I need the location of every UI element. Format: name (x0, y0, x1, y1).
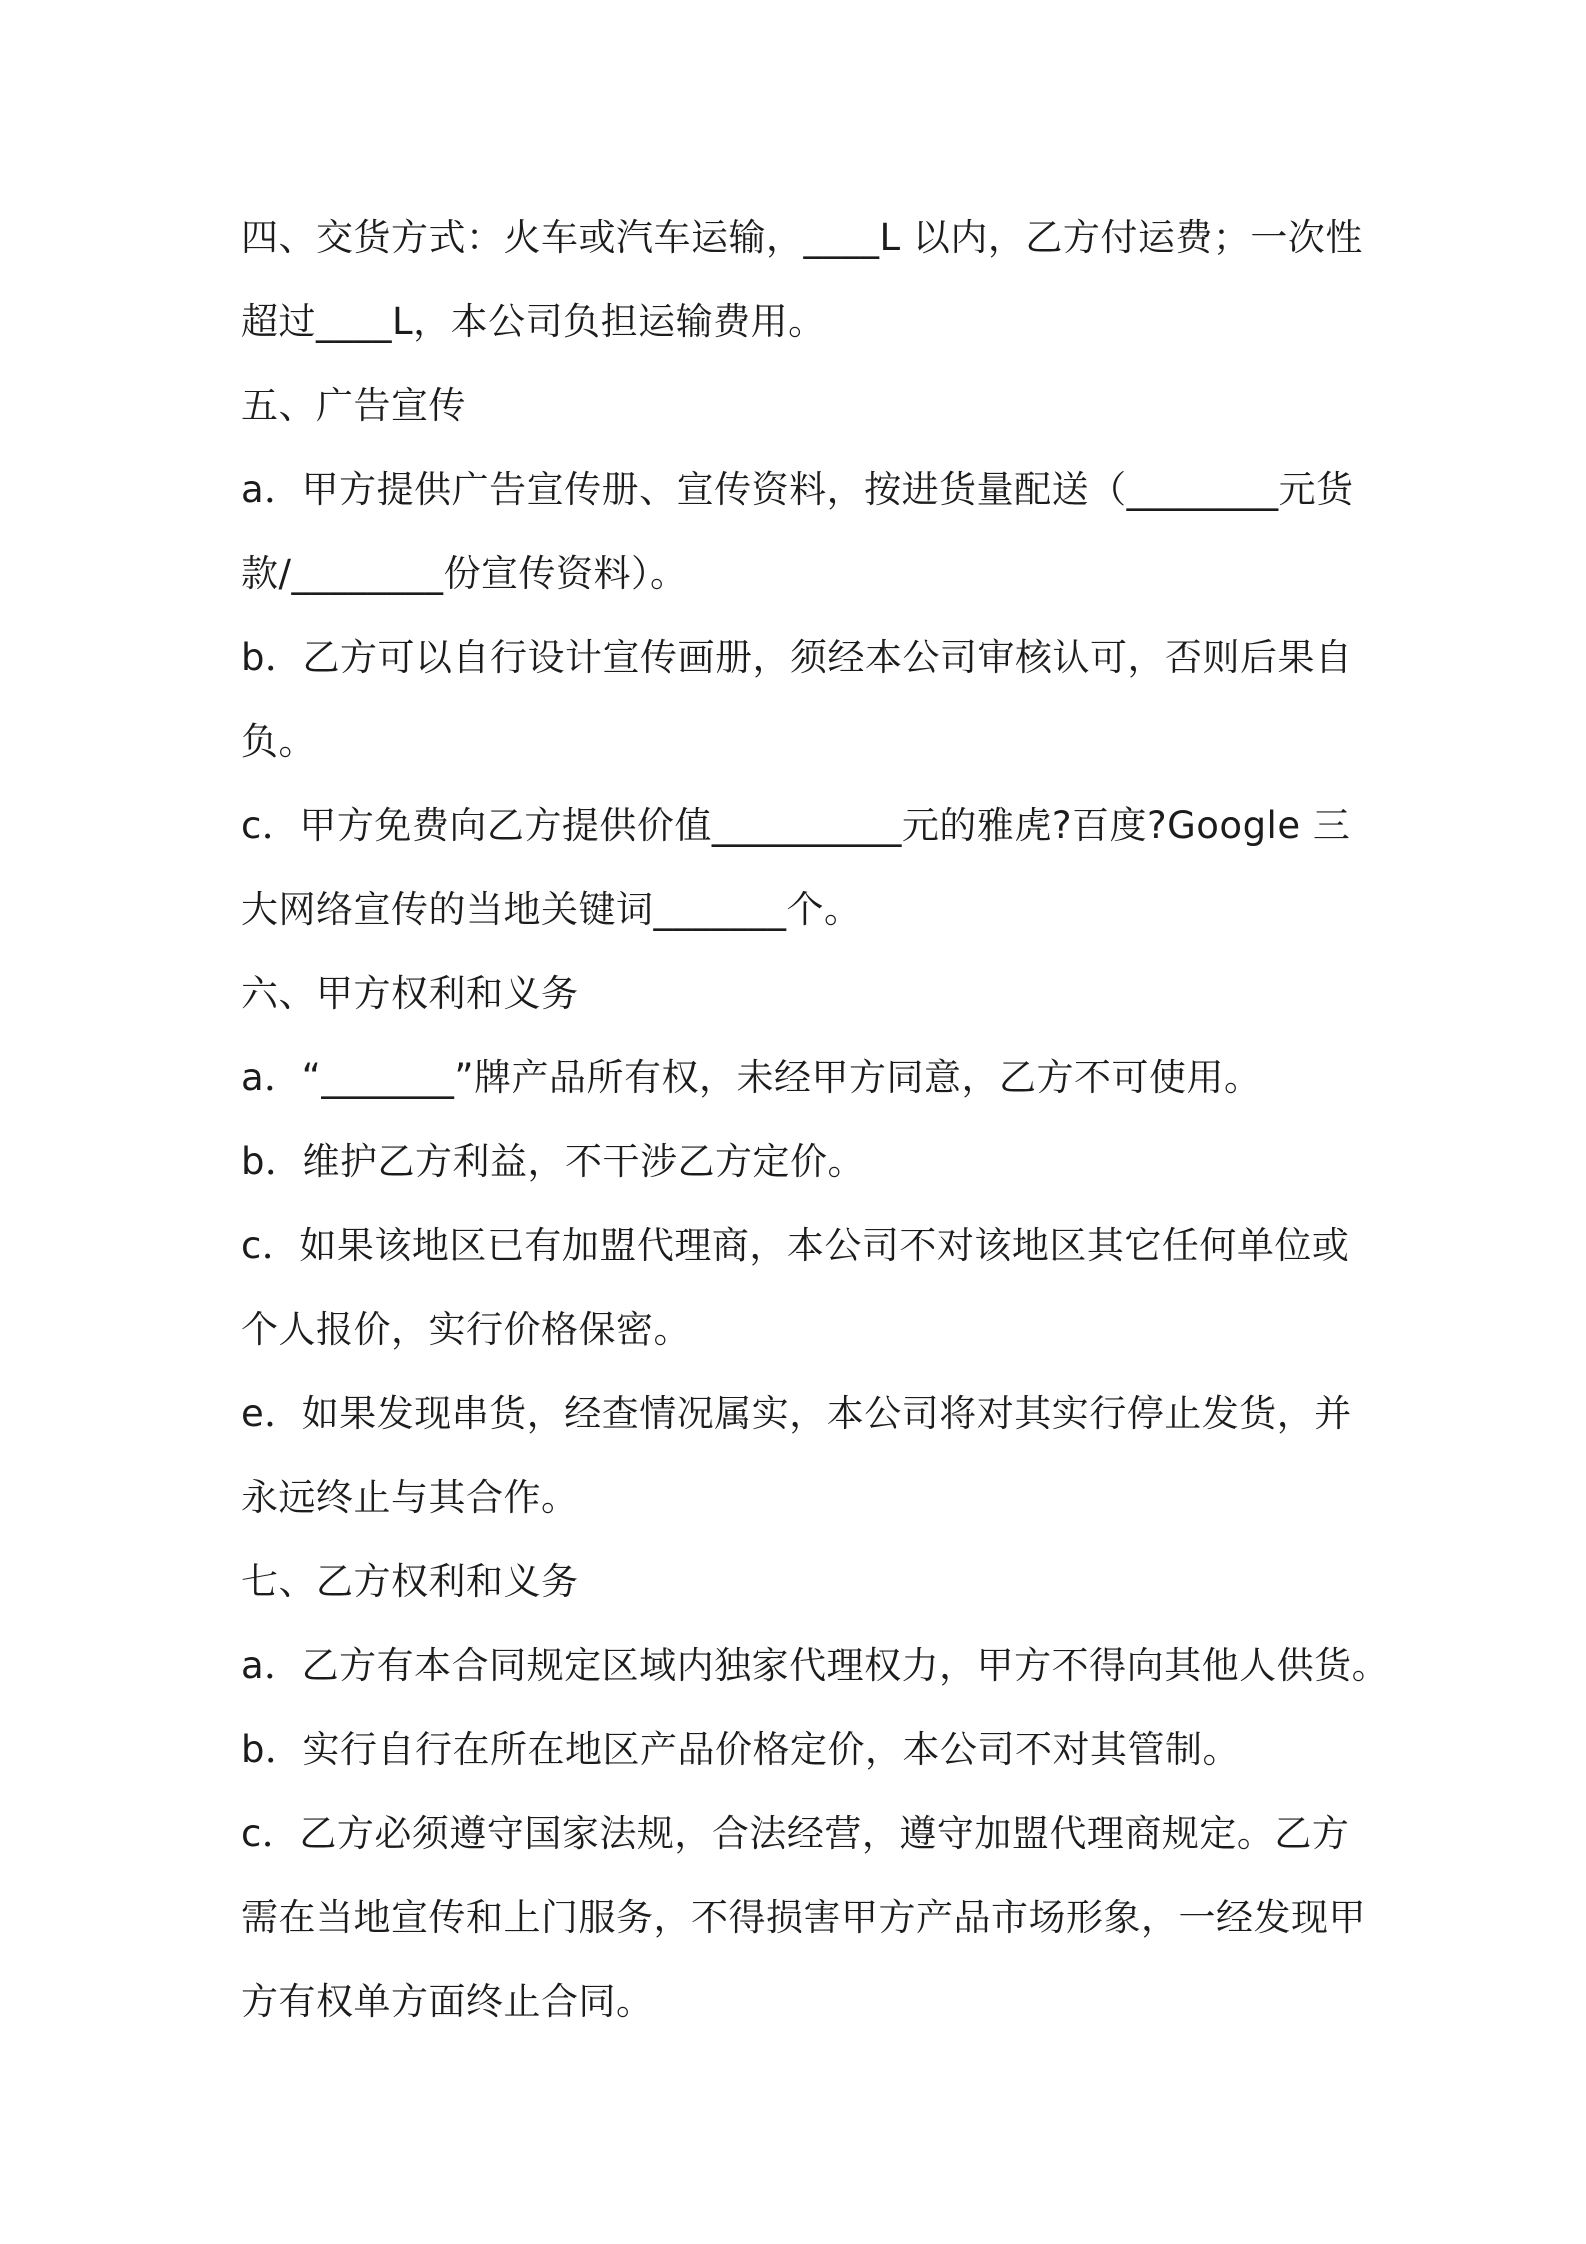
text-line: 需在当地宣传和上门服务，不得损害甲方产品市场形象，一经发现甲 (241, 1896, 1366, 1939)
text-line: c．甲方免费向乙方提供价值__________元的雅虎?百度?Google 三 (241, 804, 1351, 847)
text-line: e．如果发现串货，经查情况属实，本公司将对其实行停止发货，并 (241, 1392, 1352, 1435)
text-line: 个人报价，实行价格保密。 (241, 1308, 691, 1351)
text-line: 大网络宣传的当地关键词_______个。 (241, 888, 862, 931)
text-line: a．乙方有本合同规定区域内独家代理权力，甲方不得向其他人供货。 (241, 1644, 1390, 1687)
section-heading: 七、乙方权利和义务 (241, 1560, 579, 1603)
text-line: 负。 (241, 720, 316, 763)
document-page (241, 196, 1390, 2044)
text-line: 超过____L，本公司负担运输费用。 (241, 300, 826, 343)
text-line: c．如果该地区已有加盟代理商，本公司不对该地区其它任何单位或 (241, 1224, 1350, 1267)
text-line: b．乙方可以自行设计宣传画册，须经本公司审核认可，否则后果自 (241, 636, 1353, 679)
text-line: c．乙方必须遵守国家法规，合法经营，遵守加盟代理商规定。乙方 (241, 1812, 1350, 1855)
text-line: a．“_______”牌产品所有权，未经甲方同意，乙方不可使用。 (241, 1056, 1262, 1099)
text-line: a．甲方提供广告宣传册、宣传资料，按进货量配送（________元货 (241, 468, 1354, 511)
text-line: b．维护乙方利益，不干涉乙方定价。 (241, 1140, 865, 1183)
section-heading: 五、广告宣传 (241, 384, 466, 427)
text-line: 四、交货方式：火车或汽车运输，____L 以内，乙方付运费；一次性 (241, 216, 1363, 259)
text-line: 款/________份宣传资料）。 (241, 552, 688, 595)
section-heading: 六、甲方权利和义务 (241, 972, 579, 1015)
text-line: 永远终止与其合作。 (241, 1476, 579, 1519)
text-line: b．实行自行在所在地区产品价格定价，本公司不对其管制。 (241, 1728, 1240, 1771)
text-line: 方有权单方面终止合同。 (241, 1980, 654, 2023)
